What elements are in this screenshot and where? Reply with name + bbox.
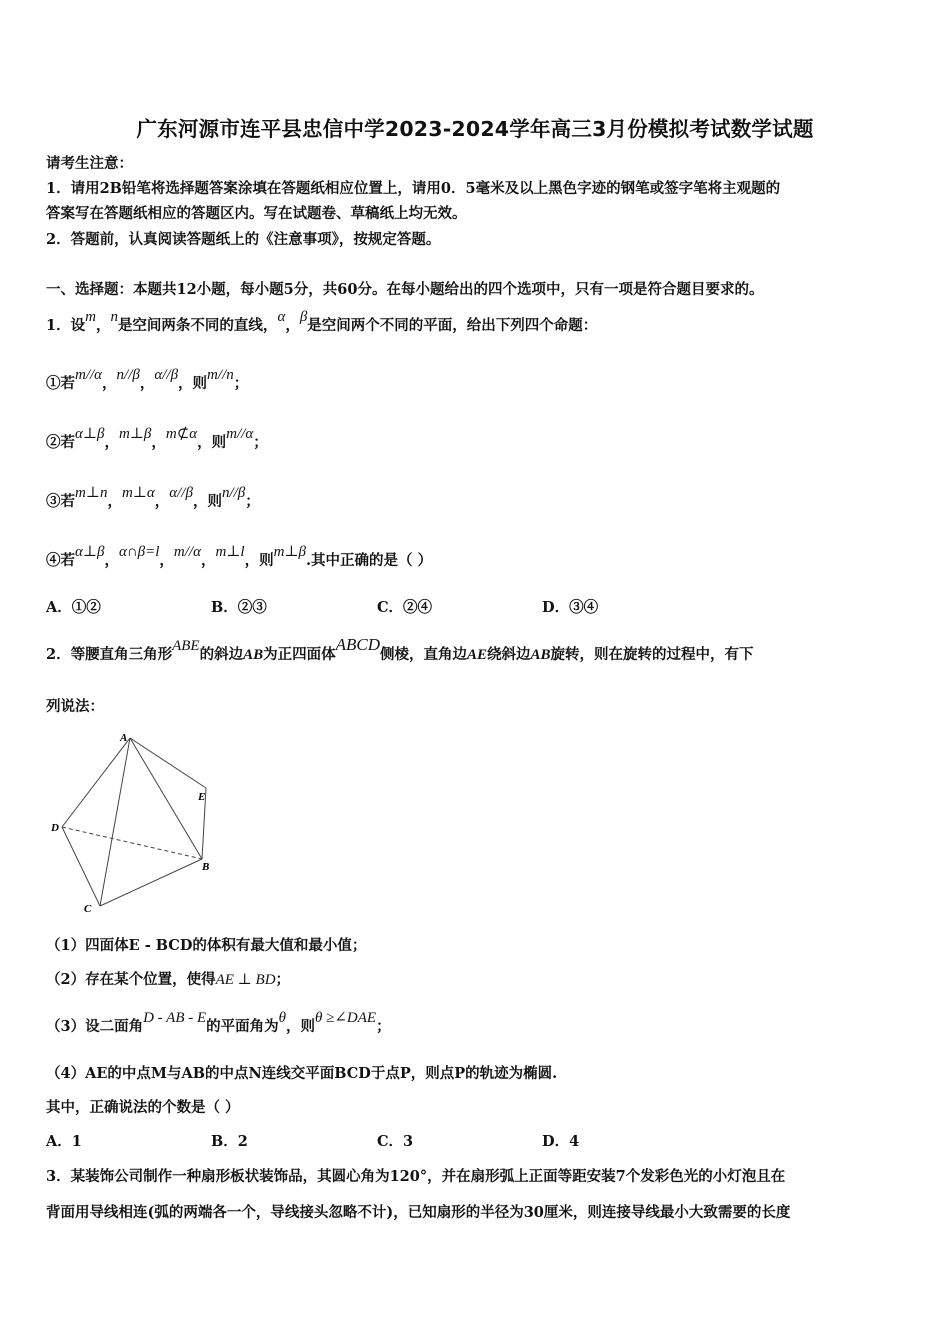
math: m//n [207, 367, 234, 383]
text: ； [233, 375, 249, 392]
math: n//β [221, 485, 246, 501]
math: AE ⊥ BD [215, 972, 276, 988]
notice-line: 答案写在答题纸相应的答题区内。写在试题卷、草稿纸上均无效。 [46, 205, 467, 222]
label-a: A [120, 732, 128, 744]
math: m⊥β [273, 544, 306, 560]
section-heading: 一、选择题：本题共12小题，每小题5分，共60分。在每小题给出的四个选项中，只有一项是符合题目要求的。 [46, 281, 764, 298]
option-a[interactable]: A．1 [46, 1133, 82, 1150]
math: α//β [169, 485, 193, 501]
text: ，则 [286, 1018, 316, 1035]
math: m [85, 309, 96, 325]
question-1-stem [46, 309, 598, 335]
text: 2．等腰直角三角形 [46, 646, 173, 663]
math: m⊥l [215, 544, 245, 560]
math: ABE [172, 638, 200, 654]
edge-dc [62, 827, 100, 906]
notice-line: 2．答题前，认真阅读答题纸上的《注意事项》，按规定答题。 [46, 231, 441, 248]
text: ； [253, 434, 268, 451]
text: 的斜边 [199, 646, 244, 663]
question-2-stem-cont: 列说法： [46, 698, 104, 715]
text: ④若 [46, 552, 75, 569]
math: m//α [75, 367, 103, 383]
edge-ac [100, 738, 130, 906]
notice-heading: 请考生注意： [46, 155, 133, 172]
math: m⊄α [165, 426, 198, 442]
math: α//β [154, 367, 179, 383]
text: 绕斜边 [487, 646, 531, 663]
label-b: B [202, 861, 210, 873]
statement-1: （1）四面体E - BCD的体积有最大值和最小值； [46, 937, 367, 954]
label-c: C [84, 903, 92, 915]
statement-3 [46, 1010, 391, 1036]
tetrahedron-figure [48, 728, 228, 918]
text: .其中正确的是（ ） [306, 552, 433, 569]
math: θ [278, 1010, 287, 1026]
text: 是空间两条不同的直线， [117, 317, 278, 334]
math: m⊥β [118, 426, 152, 442]
text: （3）设二面角 [46, 1018, 144, 1035]
math: ABCD [335, 635, 380, 654]
option-a[interactable]: A．①② [46, 599, 101, 616]
question-2-ask: 其中，正确说法的个数是（ ） [46, 1099, 240, 1116]
math: m//α [226, 426, 254, 442]
math: α⊥β [75, 544, 105, 560]
math: α [277, 309, 286, 325]
question-2-stem [46, 635, 754, 664]
option-b[interactable]: B．2 [211, 1133, 248, 1150]
text: ，则 [197, 434, 227, 451]
math: AE [467, 647, 488, 663]
option-d[interactable]: D．4 [542, 1133, 580, 1150]
edge-cb [100, 859, 202, 906]
question-3-line: 背面用导线相连(弧的两端各一个，导线接头忽略不计)，已知扇形的半径为30厘米，则连接导线最小大致需要的长度 [46, 1204, 791, 1221]
math: D - AB - E [143, 1010, 207, 1026]
text: ，则 [244, 552, 274, 569]
math: AB [243, 647, 264, 663]
text: 为正四面体 [263, 646, 336, 663]
label-d: D [51, 822, 59, 834]
math: m//α [173, 544, 201, 560]
text: ②若 [46, 434, 75, 451]
text: ， [95, 317, 111, 334]
math: α⊥β [75, 426, 105, 442]
text: ； [376, 1018, 391, 1035]
math: n//β [116, 367, 140, 383]
statement-4: （4）AE的中点M与AB的中点N连线交平面BCD于点P，则点P的轨迹为椭圆. [46, 1065, 558, 1082]
math: m⊥n [75, 485, 108, 501]
statement-2 [46, 968, 290, 989]
text: 旋转，则在旋转的过程中，有下 [550, 646, 754, 663]
math: β [299, 309, 308, 325]
math: n [110, 309, 118, 325]
option-d[interactable]: D．③④ [542, 599, 599, 616]
math: m⊥α [121, 485, 155, 501]
page-title: 广东河源市连平县忠信中学2023-2024学年高三3月份模拟考试数学试题 [136, 117, 814, 141]
text: ； [245, 493, 260, 510]
option-b[interactable]: B．②③ [211, 599, 267, 616]
text: 侧棱，直角边 [380, 646, 467, 663]
text: （2）存在某个位置，使得 [46, 971, 216, 988]
proposition-1: ①若m//α，n//β，α//β，则m//n； [46, 367, 249, 392]
text: 的平面角为 [206, 1018, 279, 1035]
edge-db-hidden [62, 827, 202, 859]
math: AB [530, 647, 551, 663]
text: ； [275, 971, 291, 988]
math: θ ≥∠DAE [315, 1010, 377, 1026]
proposition-2: ②若α⊥β，m⊥β，m⊄α，则m//α； [46, 426, 268, 451]
text: 1．设 [46, 317, 86, 334]
option-c[interactable]: C．3 [377, 1133, 414, 1150]
edge-ae [130, 738, 206, 788]
label-e: E [198, 791, 206, 803]
text: ，则 [178, 375, 208, 392]
text: ， [285, 317, 300, 334]
proposition-4: ④若α⊥β，α∩β=l，m//α，m⊥l，则m⊥β.其中正确的是（ ） [46, 544, 433, 569]
text: 是空间两个不同的平面，给出下列四个命题： [307, 317, 598, 334]
text: ③若 [46, 493, 75, 510]
edge-ab [130, 738, 202, 859]
option-c[interactable]: C．②④ [377, 599, 433, 616]
text: ①若 [46, 375, 75, 392]
notice-line: 1．请用2B铅笔将选择题答案涂填在答题纸相应位置上，请用0．5毫米及以上黑色字迹的钢笔或签字笔将主观题的 [46, 180, 781, 197]
edge-ad [62, 738, 130, 827]
proposition-3: ③若m⊥n，m⊥α，α//β，则n//β； [46, 485, 260, 510]
text: ，则 [192, 493, 222, 510]
question-3-line: 3．某装饰公司制作一种扇形板状装饰品，其圆心角为120°，并在扇形弧上正面等距安装7个发彩色光的小灯泡且在 [46, 1168, 786, 1185]
math: α∩β=l [118, 544, 160, 560]
